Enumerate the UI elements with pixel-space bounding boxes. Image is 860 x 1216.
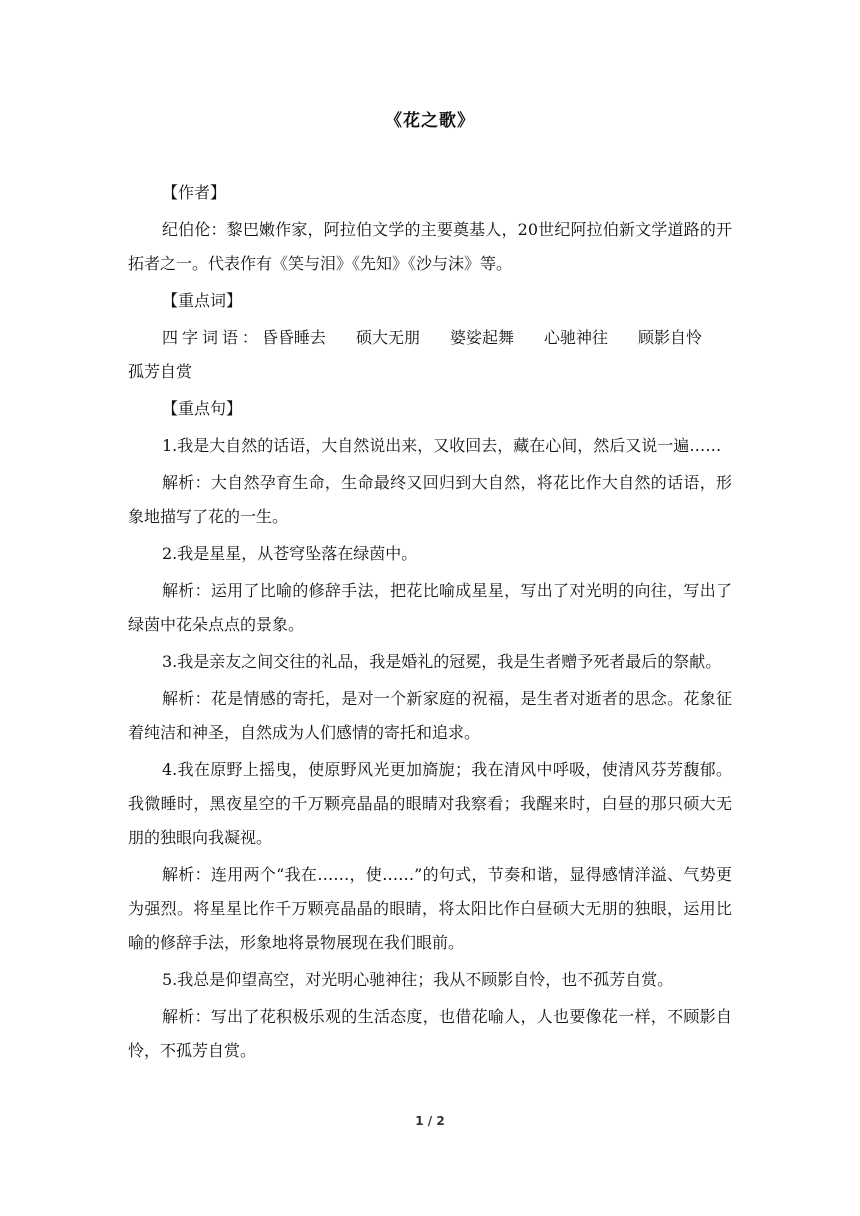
key-sentence: 2.我是星星，从苍穹坠落在绿茵中。	[162, 544, 418, 563]
document-body	[128, 176, 732, 1071]
author-heading: 【作者】	[162, 183, 227, 202]
keyword-item: 硕大无朋	[355, 328, 420, 347]
key-sentence: 3.我是亲友之间交往的礼品，我是婚礼的冠冕，我是生者赠予死者最后的祭献。	[162, 652, 722, 671]
key-sentence: 5.我总是仰望高空，对光明心驰神往；我从不顾影自怜，也不孤芳自赏。	[162, 970, 674, 989]
keyword-item: 心驰神往	[543, 328, 608, 347]
keywords-heading: 【重点词】	[162, 291, 243, 310]
sentence-analysis: 解析：写出了花积极乐观的生活态度，也借花喻人，人也要像花一样，不顾影自怜，不孤芳自赏。	[128, 1007, 732, 1060]
sentence-analysis: 解析：大自然孕育生命，生命最终又回归到大自然，将花比作大自然的话语，形象地描写了花的一生。	[128, 473, 732, 526]
document-title: 《花之歌》	[385, 111, 475, 131]
key-sentence: 1.我是大自然的话语，大自然说出来，又收回去，藏在心间，然后又说一遍……	[162, 436, 722, 455]
key-sentence: 4.我在原野上摇曳，使原野风光更加旖旎；我在清风中呼吸，使清风芬芳馥郁。我微睡时，黑夜星空的千万颗亮晶晶的眼睛对我察看；我醒来时，白昼的那只硕大无朋的独眼向我凝视。	[128, 760, 732, 847]
sentence-analysis: 解析：运用了比喻的修辞手法，把花比喻成星星，写出了对光明的向往，写出了绿茵中花朵点点的景象。	[128, 581, 732, 634]
keywords-paragraph	[128, 321, 732, 389]
keyword-item: 孤芳自赏	[128, 362, 193, 381]
keyword-item: 昏昏睡去	[261, 328, 326, 347]
keywords-prefix: 四字词语：	[162, 328, 262, 347]
page-number: 1 / 2	[415, 1114, 445, 1128]
keyword-item: 婆娑起舞	[449, 328, 514, 347]
sentence-analysis: 解析：连用两个“我在……，使……”的句式，节奏和谐，显得感情洋溢、气势更为强烈。将星星比作千万颗亮晶晶的眼睛，将太阳比作白昼硕大无朋的独眼，运用比喻的修辞手法，形象地将景物展现在我们眼前。	[128, 865, 732, 952]
keyword-item: 顾影自怜	[637, 328, 702, 347]
author-paragraph: 纪伯伦：黎巴嫩作家，阿拉伯文学的主要奠基人，20世纪阿拉伯新文学道路的开拓者之一。代表作有《笑与泪》《先知》《沙与沫》等。	[128, 220, 732, 273]
sentence-analysis: 解析：花是情感的寄托，是对一个新家庭的祝福，是生者对逝者的思念。花象征着纯洁和神圣，自然成为人们感情的寄托和追求。	[128, 689, 732, 742]
sentences-heading: 【重点句】	[162, 399, 243, 418]
